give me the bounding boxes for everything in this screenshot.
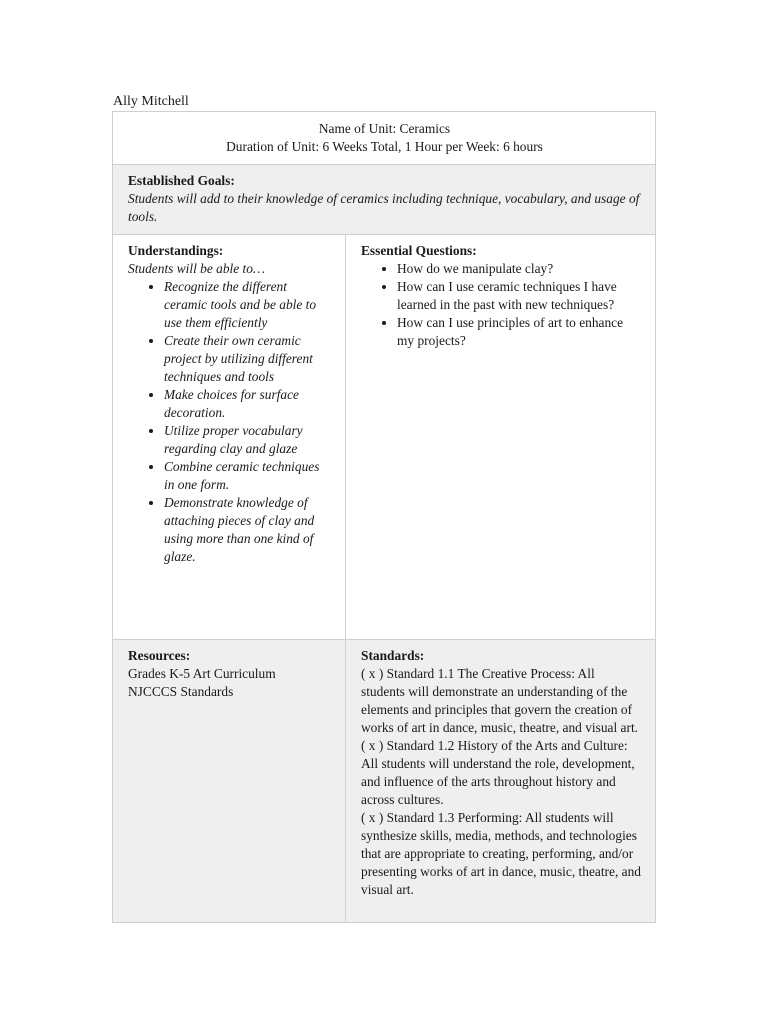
resource-line: Grades K-5 Art Curriculum [128, 666, 276, 681]
author-name: Ally Mitchell [113, 94, 189, 109]
resource-line: NJCCCS Standards [128, 684, 234, 699]
standards-label: Standards: [361, 648, 425, 663]
goals-text: Students will add to their knowledge of ceramics including technique, vocabulary, and usage of tools. [128, 191, 640, 224]
unit-plan-table [112, 111, 656, 923]
standard-item: ( x ) Standard 1.1 The Creative Process: All students will demonstrate an understanding of the elements and principles that govern the creation of works of art in dance, music, theatre, and visual art. [361, 666, 639, 735]
unit-duration: Duration of Unit: 6 Weeks Total, 1 Hour per Week: 6 hours [226, 139, 543, 154]
list-item: • Make choices for surface decoration. [164, 386, 331, 422]
list-item: • How can I use principles of art to enhance my projects? [397, 314, 641, 350]
essential-questions-label: Essential Questions: [361, 243, 477, 258]
list-item: • How do we manipulate clay? [397, 260, 641, 278]
standard-item: ( x ) Standard 1.3 Performing: All students will synthesize skills, media, methods, and technologies that are appropriate to creating, performing, and/or presenting works of art in dance, music, theatre, and visual art. [361, 810, 641, 897]
standard-item: ( x ) Standard 1.2 History of the Arts and Culture: All students will understand the role, development, and influence of the arts throughout history and across cultures. [361, 738, 635, 807]
understandings-intro: Students will be able to… [128, 261, 265, 276]
understandings-row [113, 235, 656, 640]
list-item: • Combine ceramic techniques in one form. [164, 458, 331, 494]
understandings-list [128, 278, 331, 566]
list-item: • Create their own ceramic project by utilizing different techniques and tools [164, 332, 331, 386]
essential-questions-list [361, 260, 641, 350]
resources-standards-row [113, 640, 656, 923]
resources-label: Resources: [128, 648, 191, 663]
goals-row [113, 165, 656, 235]
list-item: • Utilize proper vocabulary regarding clay and glaze [164, 422, 331, 458]
list-item: • Demonstrate knowledge of attaching pieces of clay and using more than one kind of glaze. [164, 494, 331, 566]
list-item: • Recognize the different ceramic tools and be able to use them efficiently [164, 278, 331, 332]
header-row [113, 112, 656, 165]
unit-name: Name of Unit: Ceramics [318, 121, 451, 136]
understandings-label: Understandings: [128, 243, 224, 258]
list-item: • How can I use ceramic techniques I have learned in the past with new techniques? [397, 278, 641, 314]
goals-label: Established Goals: [128, 173, 235, 188]
